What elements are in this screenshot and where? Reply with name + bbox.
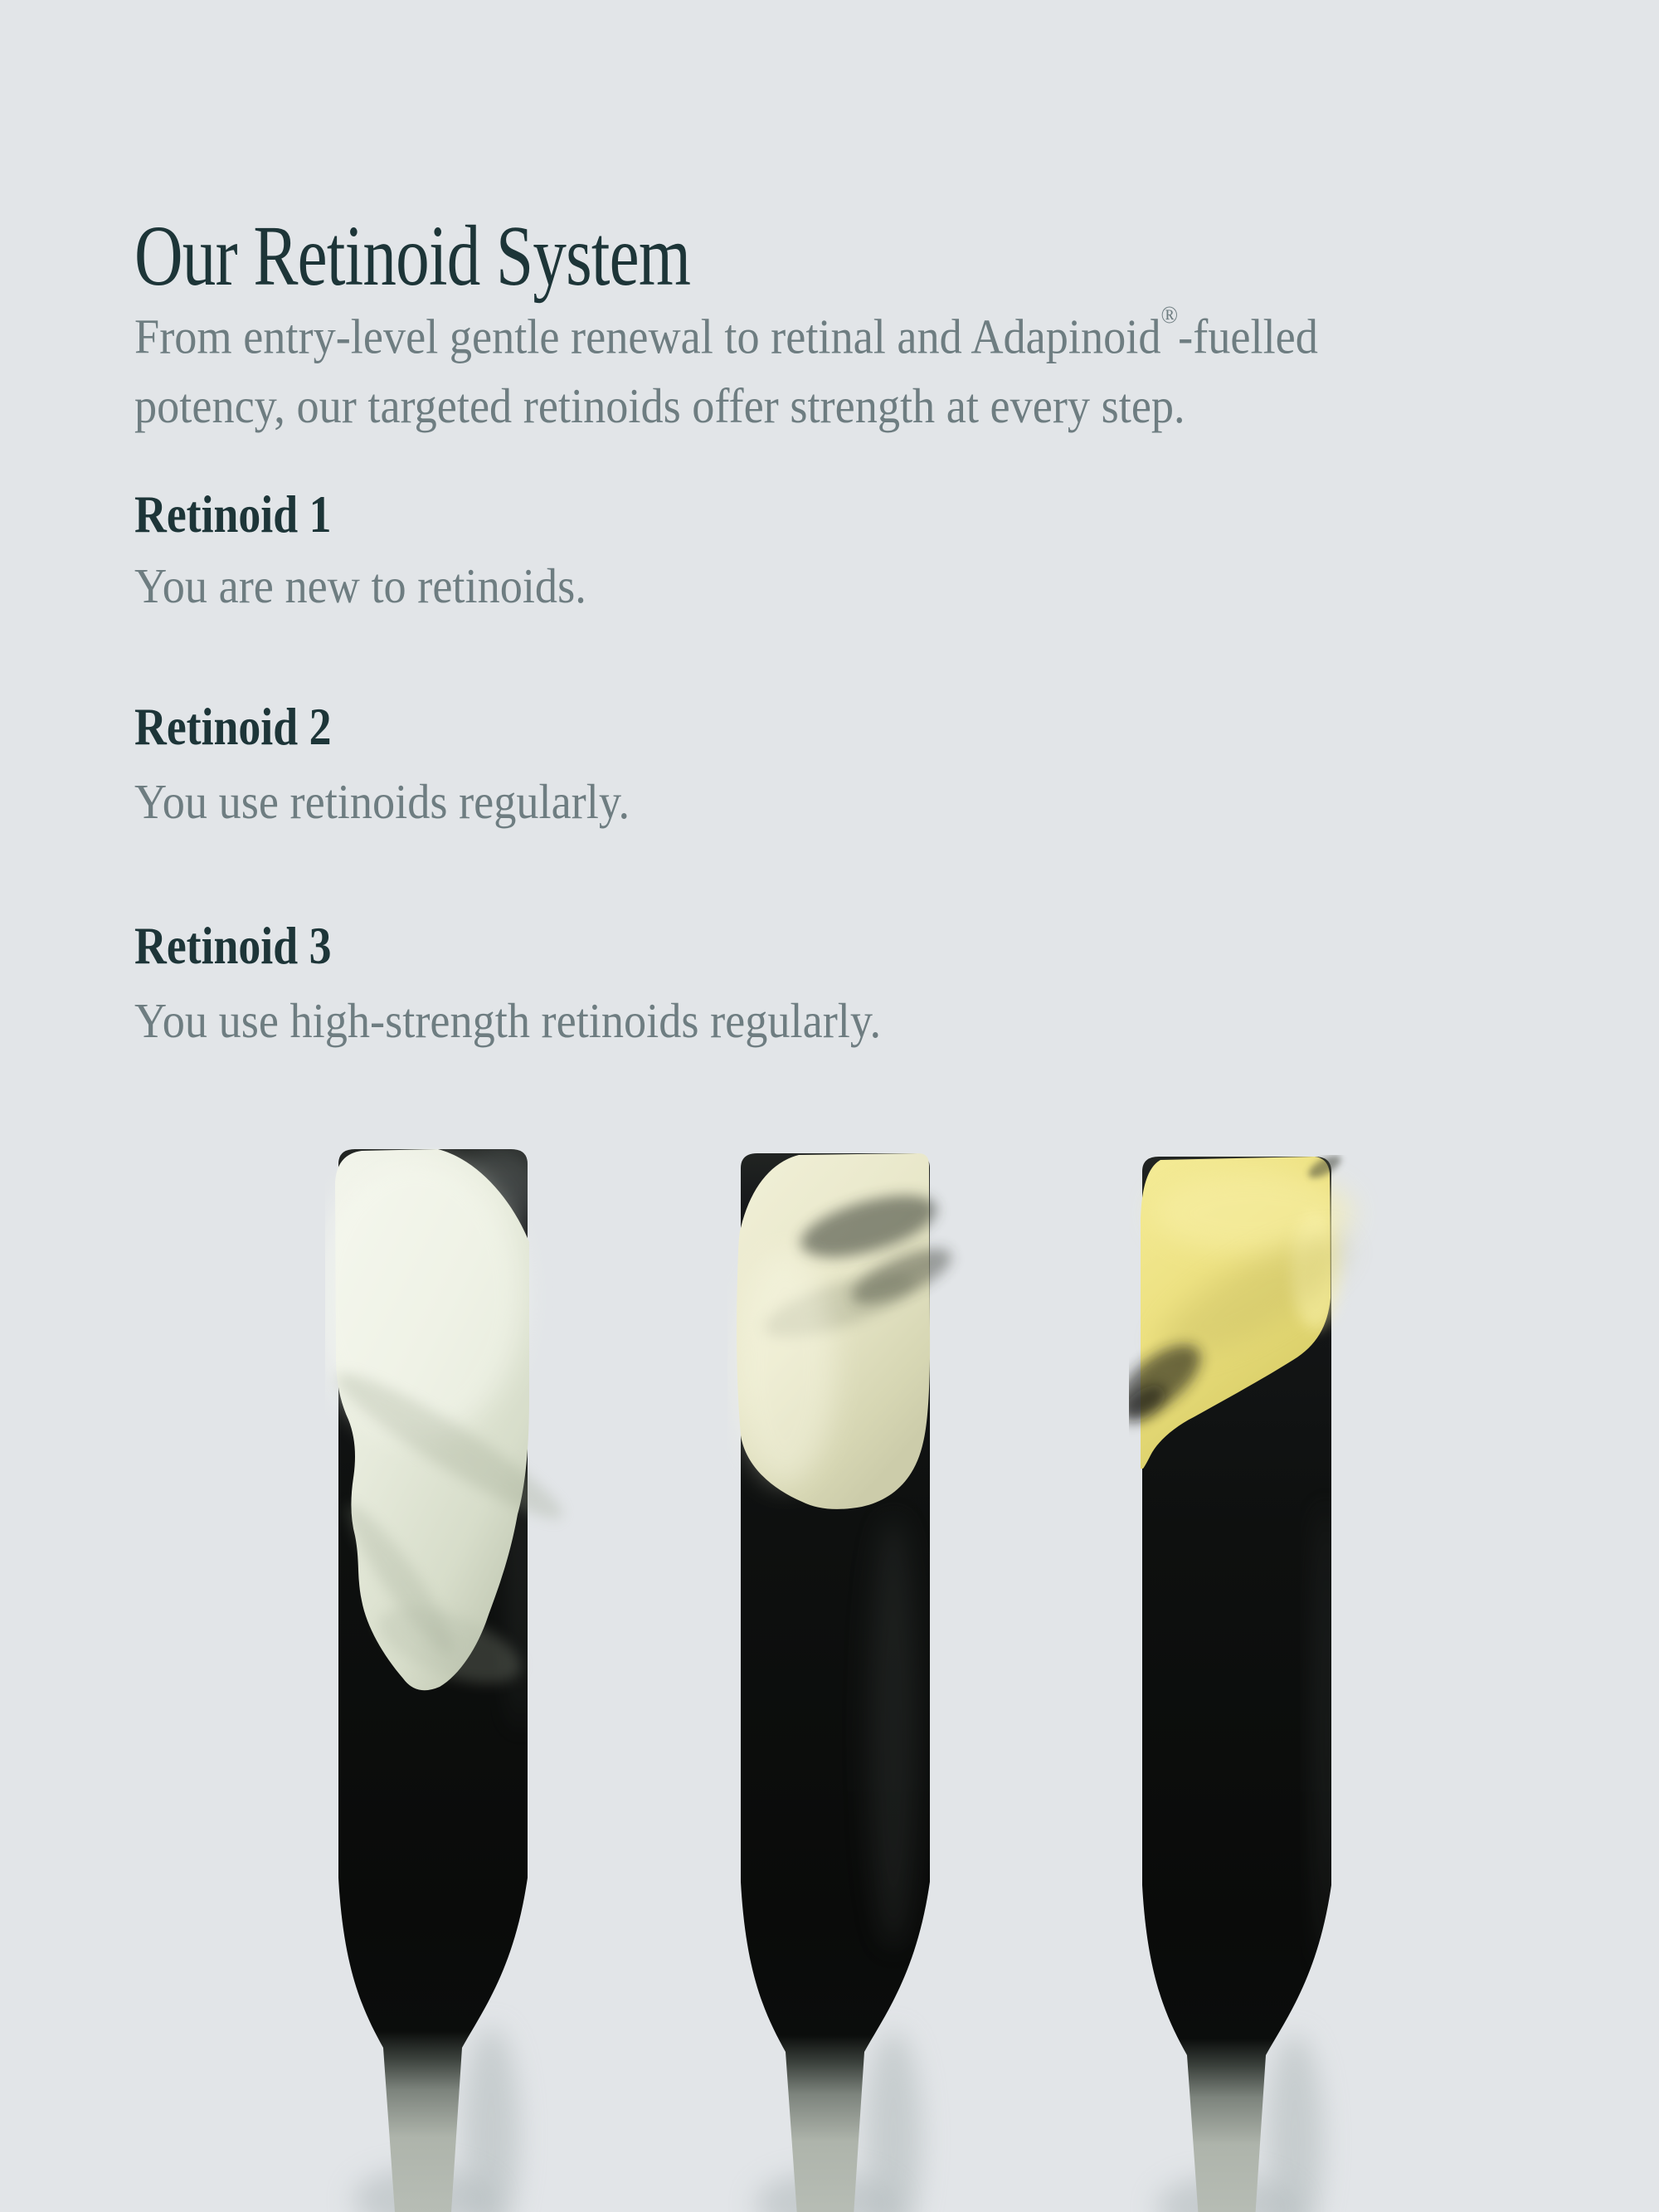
spatula-3-sheen: [1316, 1503, 1336, 1968]
intro-line-2: potency, our targeted retinoids offer strength at every step.: [134, 378, 1185, 433]
retinoid-3-heading: Retinoid 3: [134, 916, 332, 975]
retinoid-3-description: You use high-strength retinoids regularly.: [134, 993, 882, 1048]
intro-line-1-text: From entry-level gentle renewal to retinal and Adapinoid: [134, 309, 1161, 364]
intro-line-1: [134, 295, 1318, 372]
retinoid-1-heading: Retinoid 1: [134, 485, 332, 543]
intro-paragraph: [134, 295, 1318, 441]
spatula-2-sheen: [868, 1517, 918, 1948]
retinoid-2-heading: Retinoid 2: [134, 697, 332, 756]
retinoid-2-description: You use retinoids regularly.: [134, 774, 630, 829]
registered-trademark-symbol: ®: [1160, 301, 1179, 329]
spatula-2: [727, 1152, 976, 2212]
spatula-3: [1129, 1155, 1378, 2212]
intro-line-1-suffix: -fuelled: [1178, 309, 1318, 364]
spatula-1: [325, 1147, 574, 2212]
retinoid-1-description: You are new to retinoids.: [134, 558, 586, 613]
page-title: Our Retinoid System: [134, 208, 691, 304]
